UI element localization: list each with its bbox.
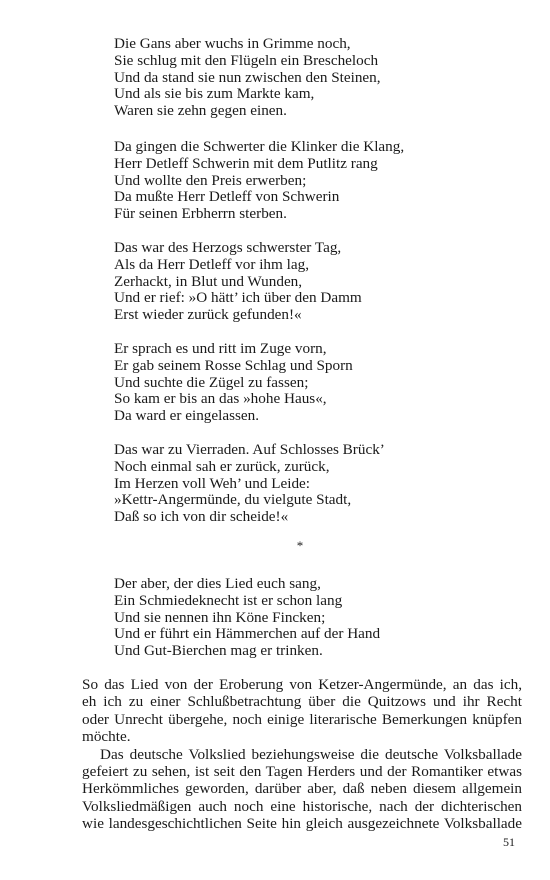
verse-line: Da ward er eingelassen. <box>114 407 260 425</box>
poem-stanza <box>114 442 514 526</box>
verse-line: Und Gut-Bierchen mag er trinken. <box>114 642 323 660</box>
verse-line: Und suchte die Zügel zu fassen; <box>114 373 309 391</box>
verse-line: Das war des Herzogs schwerster Tag, <box>114 239 342 256</box>
verse-line: So kam er bis an das »hohe Haus«, <box>114 390 327 408</box>
poem-stanza <box>114 139 514 223</box>
verse-line: Da mußte Herr Detleff von Schwerin <box>114 188 340 206</box>
verse-line: Und da stand sie nun zwischen den Steinen, <box>114 68 381 86</box>
verse-line: Herr Detleff Schwerin mit dem Putlitz rang <box>114 154 378 172</box>
verse-line: Waren sie zehn gegen einen. <box>114 102 287 120</box>
prose-line: So das Lied von der Eroberung von Ketzer-Angermünde, an das ich, <box>82 676 522 693</box>
page-number: 51 <box>503 835 515 849</box>
verse-line: Für seinen Erbherrn sterben. <box>114 205 287 223</box>
poem-stanza <box>114 576 514 660</box>
prose-line: Das deutsche Volkslied beziehungsweise die deutsche Volksballade <box>100 745 522 763</box>
verse-line: Und als sie bis zum Markte kam, <box>114 85 315 103</box>
verse-line: Ein Schmiedeknecht ist er schon lang <box>114 591 343 609</box>
verse-line: Als da Herr Detleff vor ihm lag, <box>114 255 309 273</box>
prose-line: möchte. <box>82 728 131 746</box>
prose-line: Herkömmliches geworden, darüber aber, daß neben diesem allgemein <box>82 780 522 798</box>
verse-line: Noch einmal sah er zurück, zurück, <box>114 457 330 475</box>
prose-line: gefeiert zu sehen, ist seit den Tagen Herders und der Romantiker etwas <box>82 763 522 781</box>
prose-line: wie landesgeschichtlichen Seite hin gleich ausgezeichnete Volksballade <box>82 815 522 833</box>
verse-line: Da gingen die Schwerter die Klinker die Klang, <box>114 138 405 155</box>
verse-line: Die Gans aber wuchs in Grimme noch, <box>114 35 351 52</box>
verse-line: Er gab seinem Rosse Schlag und Sporn <box>114 356 353 374</box>
prose-line: oder Unrecht übergehe, noch einige literarische Bemerkungen knüpfen <box>82 710 522 728</box>
verse-line: »Kettr-Angermünde, du vielgute Stadt, <box>114 491 352 509</box>
poem-stanza <box>114 341 514 425</box>
verse-line: Zerhackt, in Blut und Wunden, <box>114 272 303 290</box>
poem-stanza <box>114 36 514 120</box>
section-divider: * <box>296 538 304 553</box>
verse-line: Das war zu Vierraden. Auf Schlosses Brück’ <box>114 441 385 458</box>
verse-line: Der aber, der dies Lied euch sang, <box>114 575 321 592</box>
verse-line: Und wollte den Preis erwerben; <box>114 171 307 189</box>
verse-line: Daß so ich von dir scheide!« <box>114 508 289 526</box>
verse-line: Und er rief: »O hätt’ ich über den Damm <box>114 289 362 307</box>
verse-line: Und er führt ein Hämmerchen auf der Hand <box>114 625 381 643</box>
prose-line: eh ich zu einer Schlußbetrachtung über die Quitzows und ihr Recht <box>82 693 522 711</box>
verse-line: Und sie nennen ihn Köne Fincken; <box>114 608 326 626</box>
prose-line: Volksliedmäßigen auch noch eine historische, nach der dichterischen <box>82 797 522 815</box>
body-text <box>82 676 522 833</box>
verse-line: Im Herzen voll Weh’ und Leide: <box>114 474 311 492</box>
verse-line: Sie schlug mit den Flügeln ein Brescheloch <box>114 51 379 69</box>
poem-stanza <box>114 240 514 324</box>
verse-line: Erst wieder zurück gefunden!« <box>114 306 302 324</box>
verse-line: Er sprach es und ritt im Zuge vorn, <box>114 340 327 357</box>
